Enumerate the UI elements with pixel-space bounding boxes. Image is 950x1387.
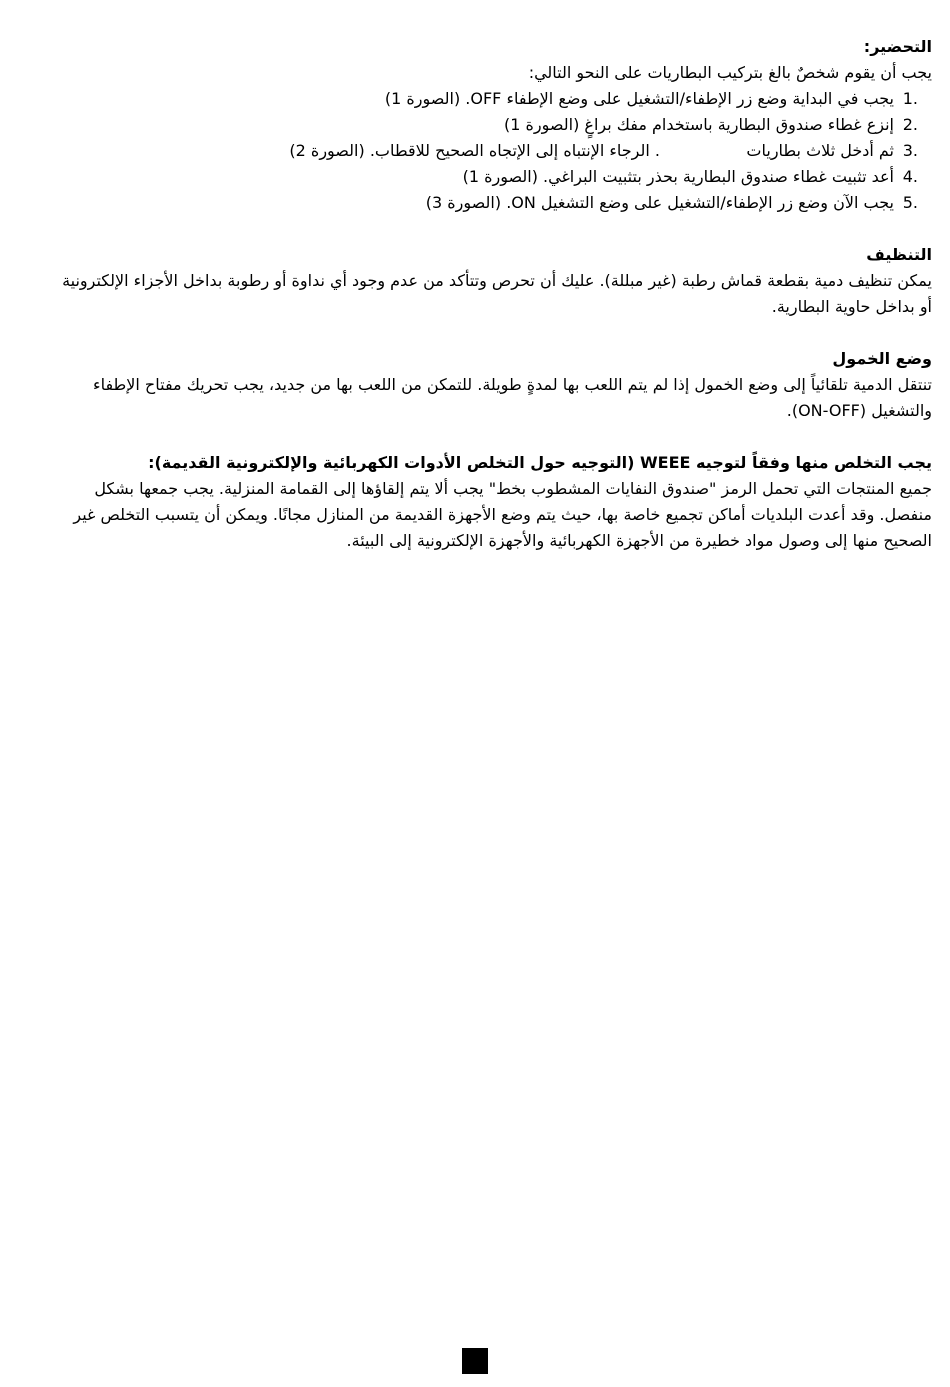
step-3 [56,138,932,164]
step-number: 5. [902,193,918,212]
step-number: 3. [902,141,918,160]
sleep-mode-body: تنتقل الدمية تلقائياً إلى وضع الخمول إذا لم يتم اللعب بها لمدةٍ طويلة. للتمكن من اللعب بها من جديد، يجب تحريك مفتاح الإطفاء والتشغيل (ON-OFF). [93,375,932,420]
disposal-section [56,450,932,554]
step-number: 2. [902,115,918,134]
sleep-mode-section [56,346,932,424]
document-page [56,34,932,580]
preparation-intro: يجب أن يقوم شخصٌ بالغ بتركيب البطاريات على النحو التالي: [528,63,932,82]
step-5 [56,190,932,216]
step-number: 1. [902,89,918,108]
step-4 [56,164,932,190]
step-2 [56,112,932,138]
preparation-steps [56,86,932,216]
step-1 [56,86,932,112]
step-number: 4. [902,167,918,186]
disposal-heading: يجب التخلص منها وفقاً لتوجيه WEEE (التوجيه حول التخلص الأدوات الكهربائية والإلكترونية القديمة): [148,453,932,472]
cleaning-heading: التنظيف [866,245,932,264]
sleep-mode-heading: وضع الخمول [832,349,932,368]
preparation-heading: التحضير: [863,37,932,56]
cleaning-section [56,242,932,320]
step-text: إنزع غطاء صندوق البطارية باستخدام مفك براغٍ (الصورة 1) [503,115,894,134]
step-text: يجب الآن وضع زر الإطفاء/التشغيل على وضع التشغيل ON. (الصورة 3) [425,193,894,212]
step-text: أعد تثبيت غطاء صندوق البطارية بحذر بتثبيت البراغي. (الصورة 1) [462,167,894,186]
cleaning-body: يمكن تنظيف دمية بقطعة قماش رطبة (غير مبللة). عليك أن تحرص وتتأكد من عدم وجود أي نداوة أو رطوبة بداخل الأجزاء الإلكترونية أو بداخل حاوية البطارية. [62,271,932,316]
step-text: يجب في البداية وضع زر الإطفاء/التشغيل على وضع الإطفاء OFF. (الصورة 1) [384,89,894,108]
page-marker-square [462,1348,488,1374]
step-text: ثم أدخل ثلاث بطاريات . الرجاء الإنتباه إلى الإتجاه الصحيح للاقطاب. (الصورة 2) [289,141,894,160]
disposal-body: جميع المنتجات التي تحمل الرمز "صندوق النفايات المشطوب بخط" يجب ألا يتم إلقاؤها إلى القمامة المنزلية. يجب جمعها بشكل منفصل. وقد أعدت البلديات أماكن تجميع خاصة بها، حيث يتم وضع الأجهزة القديمة من المنازل مجانًا. ويمكن أن يتسبب التخلص غير الصحيح منها إلى وصول مواد خطيرة من الأجهزة الكهربائية والأجهزة الإلكترونية إلى البيئة. [73,479,932,550]
preparation-section [56,34,932,216]
